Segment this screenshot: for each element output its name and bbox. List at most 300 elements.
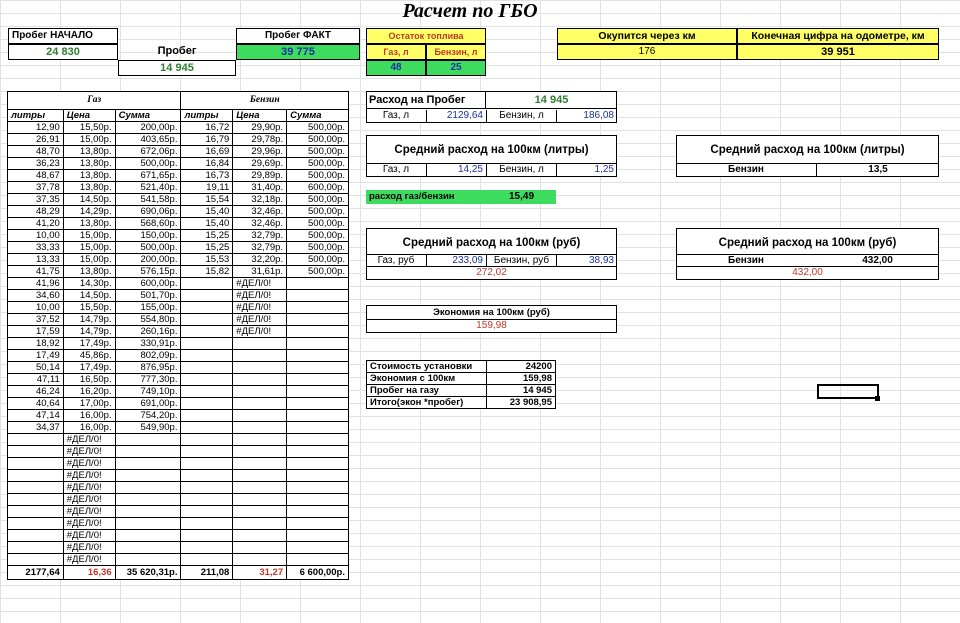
table-cell[interactable]: 200,00р. [115,122,181,134]
table-cell[interactable] [8,458,64,470]
table-cell[interactable]: 41,75 [8,266,64,278]
table-cell[interactable] [181,278,233,290]
table-cell[interactable]: 15,00р. [63,254,115,266]
table-cell[interactable] [181,410,233,422]
fuel-left-gas-label-cell[interactable] [366,44,426,60]
table-cell[interactable]: 15,50р. [63,302,115,314]
table-cell[interactable]: 14,29р. [63,206,115,218]
table-cell[interactable] [287,434,349,446]
table-cell[interactable]: 541,58р. [115,194,181,206]
table-cell[interactable]: 14,79р. [63,326,115,338]
avg-liters-gas-value[interactable]: 14,25 [426,164,486,176]
table-row [8,398,349,410]
table-cell[interactable]: 17,49р. [63,338,115,350]
table-cell[interactable]: 671,65р. [115,170,181,182]
avg-rub-petrol-label: Бензин [728,255,764,266]
table-cell[interactable]: 501,70р. [115,290,181,302]
table-cell[interactable]: 10,00 [8,230,64,242]
table-cell[interactable] [181,530,233,542]
table-cell[interactable]: 330,91р. [115,338,181,350]
table-cell[interactable] [287,422,349,434]
table-cell[interactable]: 13,80р. [63,146,115,158]
table-cell[interactable] [181,290,233,302]
table-cell[interactable] [287,314,349,326]
table-cell[interactable] [233,554,287,566]
table-cell[interactable]: 500,00р. [287,122,349,134]
table-cell[interactable]: 554,80р. [115,314,181,326]
table-cell[interactable] [8,530,64,542]
table-cell[interactable]: 47,11 [8,374,64,386]
table-cell[interactable]: 32,46р. [233,206,287,218]
summary-label[interactable]: Стоимость установки [367,361,487,373]
table-cell[interactable]: 500,00р. [287,146,349,158]
mileage-fact-value: 39 775 [281,46,315,58]
table-row [8,518,349,530]
table-cell[interactable]: 15,00р. [63,242,115,254]
table-cell[interactable]: 13,80р. [63,170,115,182]
table-cell[interactable] [181,554,233,566]
total-cell[interactable]: 2177,64 [8,566,64,580]
column-header[interactable]: Сумма [287,110,349,122]
fill-handle[interactable] [875,396,880,401]
table-cell[interactable] [8,482,64,494]
table-cell[interactable] [287,506,349,518]
ratio-cell[interactable] [366,190,556,204]
table-cell[interactable]: 876,95р. [115,362,181,374]
table-cell[interactable]: 41,96 [8,278,64,290]
table-cell[interactable]: 46,24 [8,386,64,398]
table-cell[interactable]: 34,37 [8,422,64,434]
table-cell[interactable]: 33,33 [8,242,64,254]
table-cell[interactable]: 47,14 [8,410,64,422]
payback-label-cell[interactable] [557,28,737,44]
table-cell[interactable]: 48,29 [8,206,64,218]
table-cell[interactable]: 12,90 [8,122,64,134]
table-cell[interactable]: 29,69р. [233,158,287,170]
table-row [8,182,349,194]
table-cell[interactable] [287,350,349,362]
table-cell[interactable]: 29,90р. [233,122,287,134]
consumption-petrol-value[interactable]: 186,08 [556,110,617,122]
table-cell[interactable] [287,290,349,302]
table-cell[interactable] [181,362,233,374]
table-cell[interactable] [181,398,233,410]
table-cell[interactable]: #ДЕЛ/0! [63,506,115,518]
table-cell[interactable]: 37,52 [8,314,64,326]
table-cell[interactable] [115,518,181,530]
table-cell[interactable]: 16,73 [181,170,233,182]
table-cell[interactable] [181,386,233,398]
table-cell[interactable]: #ДЕЛ/0! [63,434,115,446]
table-cell[interactable] [287,374,349,386]
table-cell[interactable]: 600,00р. [287,182,349,194]
table-cell[interactable] [115,530,181,542]
total-cell[interactable]: 6 600,00р. [287,566,349,580]
fuel-log-table [7,91,349,580]
mileage-start-cell[interactable] [8,44,118,60]
table-cell[interactable]: 14,79р. [63,314,115,326]
table-cell[interactable] [181,302,233,314]
table-cell[interactable]: 48,67 [8,170,64,182]
table-cell[interactable] [233,338,287,350]
table-cell[interactable] [181,374,233,386]
table-cell[interactable]: 16,72 [181,122,233,134]
table-cell[interactable]: 15,82 [181,266,233,278]
table-cell[interactable]: 19,11 [181,182,233,194]
table-cell[interactable]: 155,00р. [115,302,181,314]
table-cell[interactable]: 32,79р. [233,242,287,254]
table-cell[interactable] [181,518,233,530]
table-cell[interactable] [8,554,64,566]
table-cell[interactable] [8,506,64,518]
table-cell[interactable] [115,434,181,446]
avg-rub-petrol-value[interactable]: 432,00 [862,255,893,266]
consumption-value-cell[interactable] [486,91,617,109]
table-cell[interactable]: 29,78р. [233,134,287,146]
table-cell[interactable]: 15,25 [181,230,233,242]
table-cell[interactable] [233,422,287,434]
table-cell[interactable]: 16,00р. [63,422,115,434]
table-cell[interactable]: 13,80р. [63,266,115,278]
mileage-run-label-cell[interactable] [118,44,236,60]
table-cell[interactable]: #ДЕЛ/0! [63,482,115,494]
column-header[interactable]: Цена [233,110,287,122]
table-cell[interactable]: 32,20р. [233,254,287,266]
table-cell[interactable]: 50,14 [8,362,64,374]
payback-value-cell[interactable] [557,44,737,60]
economy-value[interactable]: 159,98 [476,320,507,331]
mileage-fact-cell[interactable] [236,44,360,60]
table-cell[interactable] [287,446,349,458]
table-cell[interactable]: 16,00р. [63,410,115,422]
table-cell[interactable] [8,470,64,482]
ratio-label: расход газ/бензин [369,191,455,202]
table-cell[interactable]: 16,79 [181,134,233,146]
table-cell[interactable] [287,458,349,470]
table-cell[interactable]: 17,49 [8,350,64,362]
table-row [8,302,349,314]
table-cell[interactable] [8,542,64,554]
total-cell[interactable]: 211,08 [181,566,233,580]
table-cell[interactable] [8,518,64,530]
table-cell[interactable]: 13,80р. [63,158,115,170]
table-cell[interactable]: 15,00р. [63,134,115,146]
table-cell[interactable]: 15,25 [181,242,233,254]
avg-rub-gas-value[interactable]: 233,09 [426,255,486,267]
table-cell[interactable] [233,446,287,458]
table-cell[interactable]: #ДЕЛ/0! [63,542,115,554]
table-cell[interactable] [181,482,233,494]
table-cell[interactable] [287,482,349,494]
table-cell[interactable] [233,482,287,494]
table-cell[interactable] [233,530,287,542]
table-cell[interactable]: 31,40р. [233,182,287,194]
table-cell[interactable]: 15,53 [181,254,233,266]
table-cell[interactable]: #ДЕЛ/0! [63,446,115,458]
table-cell[interactable] [287,494,349,506]
table-cell[interactable]: 13,33 [8,254,64,266]
table-cell[interactable]: 260,16р. [115,326,181,338]
odometer-value: 39 951 [821,46,855,58]
table-cell[interactable]: 48,70 [8,146,64,158]
table-cell[interactable]: 500,00р. [287,242,349,254]
table-cell[interactable] [287,362,349,374]
table-row [8,218,349,230]
table-cell[interactable] [287,338,349,350]
table-cell[interactable] [181,506,233,518]
mileage-run-label: Пробег [157,45,197,57]
table-cell[interactable] [287,410,349,422]
table-cell[interactable]: 576,15р. [115,266,181,278]
table-cell[interactable] [233,350,287,362]
table-cell[interactable] [115,494,181,506]
table-cell[interactable]: 16,84 [181,158,233,170]
table-cell[interactable]: 32,46р. [233,218,287,230]
table-cell[interactable]: 150,00р. [115,230,181,242]
table-cell[interactable]: 754,20р. [115,410,181,422]
table-cell[interactable] [181,326,233,338]
table-cell[interactable] [8,494,64,506]
table-cell[interactable] [181,446,233,458]
avg-liters-petrol-value[interactable]: 1,25 [556,164,617,176]
consumption-value: 14 945 [534,94,569,106]
table-cell[interactable]: #ДЕЛ/0! [63,458,115,470]
table-cell[interactable] [181,542,233,554]
fuel-left-petrol-cell[interactable] [426,60,486,76]
table-cell[interactable] [181,434,233,446]
table-cell[interactable]: #ДЕЛ/0! [233,278,287,290]
table-cell[interactable]: 14,50р. [63,194,115,206]
table-cell[interactable] [115,458,181,470]
table-cell[interactable] [181,458,233,470]
avg-rub-petrol-value[interactable]: 38,93 [556,255,617,267]
table-cell[interactable]: 500,00р. [115,158,181,170]
summary-value[interactable]: 159,98 [486,373,555,385]
table-cell[interactable]: 29,89р. [233,170,287,182]
table-cell[interactable]: 500,00р. [287,230,349,242]
table-cell[interactable]: 690,06р. [115,206,181,218]
gas-section-header[interactable]: Газ [8,92,181,110]
table-cell[interactable] [233,374,287,386]
table-cell[interactable]: 802,09р. [115,350,181,362]
table-cell[interactable]: 15,40 [181,206,233,218]
table-cell[interactable]: 45,86р. [63,350,115,362]
table-cell[interactable]: 500,00р. [287,194,349,206]
table-cell[interactable]: 26,91 [8,134,64,146]
table-cell[interactable] [233,434,287,446]
table-cell[interactable] [181,422,233,434]
table-cell[interactable]: 15,54 [181,194,233,206]
fuel-left-title: Остаток топлива [388,31,464,41]
petrol-section-header[interactable]: Бензин [181,92,349,110]
summary-label[interactable]: Пробег на газу [367,385,487,397]
table-cell[interactable] [181,338,233,350]
table-row [8,266,349,278]
total-cell[interactable]: 35 620,31р. [115,566,181,580]
table-cell[interactable]: 17,49р. [63,362,115,374]
table-cell[interactable] [287,398,349,410]
summary-value[interactable]: 24200 [486,361,555,373]
table-cell[interactable]: 15,40 [181,218,233,230]
table-cell[interactable] [233,470,287,482]
table-row [8,482,349,494]
table-cell[interactable]: 16,20р. [63,386,115,398]
table-cell[interactable] [287,554,349,566]
selected-cell-cursor[interactable] [817,384,879,399]
table-cell[interactable]: 32,18р. [233,194,287,206]
avg-liters-gas-label: Газ, л [382,164,410,175]
table-cell[interactable] [8,446,64,458]
table-cell[interactable]: 16,69 [181,146,233,158]
table-cell[interactable]: 37,35 [8,194,64,206]
table-cell[interactable] [181,314,233,326]
table-cell[interactable] [233,494,287,506]
table-cell[interactable]: 37,78 [8,182,64,194]
table-cell[interactable]: 36,23 [8,158,64,170]
table-cell[interactable]: 16,50р. [63,374,115,386]
table-cell[interactable]: 777,30р. [115,374,181,386]
table-cell[interactable] [115,542,181,554]
table-cell[interactable] [115,506,181,518]
summary-table [366,360,556,409]
table-cell[interactable] [233,506,287,518]
table-cell[interactable]: 500,00р. [287,134,349,146]
table-cell[interactable]: 500,00р. [287,254,349,266]
table-row [8,170,349,182]
table-cell[interactable]: 749,10р. [115,386,181,398]
table-cell[interactable]: #ДЕЛ/0! [63,554,115,566]
column-header[interactable]: литры [8,110,64,122]
summary-value[interactable]: 14 945 [486,385,555,397]
table-cell[interactable] [287,386,349,398]
table-cell[interactable]: 17,59 [8,326,64,338]
table-cell[interactable]: 568,60р. [115,218,181,230]
table-cell[interactable]: 34,60 [8,290,64,302]
table-cell[interactable]: #ДЕЛ/0! [233,302,287,314]
table-cell[interactable]: 672,06р. [115,146,181,158]
fuel-left-title-cell[interactable] [366,28,486,44]
table-cell[interactable] [233,458,287,470]
table-cell[interactable]: 521,40р. [115,182,181,194]
table-cell[interactable]: 29,96р. [233,146,287,158]
table-cell[interactable] [233,410,287,422]
table-cell[interactable] [181,350,233,362]
table-cell[interactable]: 691,00р. [115,398,181,410]
table-cell[interactable] [287,530,349,542]
fuel-left-petrol-label-cell[interactable] [426,44,486,60]
mileage-start-label-cell[interactable] [8,28,118,44]
table-cell[interactable]: 500,00р. [287,206,349,218]
table-cell[interactable] [287,470,349,482]
table-cell[interactable] [233,518,287,530]
table-cell[interactable]: 500,00р. [287,266,349,278]
table-cell[interactable] [287,326,349,338]
table-cell[interactable]: 18,92 [8,338,64,350]
table-cell[interactable]: 500,00р. [287,158,349,170]
table-cell[interactable]: 40,64 [8,398,64,410]
table-cell[interactable]: 500,00р. [115,242,181,254]
table-cell[interactable]: 200,00р. [115,254,181,266]
table-cell[interactable] [115,446,181,458]
column-header[interactable]: Цена [63,110,115,122]
table-cell[interactable]: #ДЕЛ/0! [63,470,115,482]
fuel-left-petrol-value: 25 [450,62,462,73]
table-cell[interactable]: 31,61р. [233,266,287,278]
table-cell[interactable]: 15,00р. [63,230,115,242]
table-cell[interactable] [287,542,349,554]
table-cell[interactable] [233,542,287,554]
table-cell[interactable] [287,302,349,314]
table-cell[interactable] [181,494,233,506]
table-cell[interactable]: 500,00р. [287,218,349,230]
table-cell[interactable] [181,470,233,482]
total-cell[interactable]: 31,27 [233,566,287,580]
summary-value[interactable]: 23 908,95 [486,397,555,409]
table-cell[interactable] [115,482,181,494]
table-cell[interactable] [287,278,349,290]
consumption-gas-value[interactable]: 2129,64 [426,110,486,122]
table-cell[interactable] [115,470,181,482]
avg-rub-petrol-total[interactable]: 432,00 [792,267,823,278]
table-row [8,470,349,482]
table-cell[interactable]: #ДЕЛ/0! [63,494,115,506]
column-header-row [8,110,349,122]
fuel-left-gas-cell[interactable] [366,60,426,76]
table-cell[interactable] [233,398,287,410]
table-cell[interactable]: #ДЕЛ/0! [63,530,115,542]
table-cell[interactable] [233,362,287,374]
avg-liters-petrol-value[interactable]: 13,5 [816,164,939,176]
column-header[interactable]: литры [181,110,233,122]
table-row [8,434,349,446]
table-cell[interactable] [8,434,64,446]
table-cell[interactable] [287,518,349,530]
table-cell[interactable]: #ДЕЛ/0! [233,326,287,338]
table-row [8,446,349,458]
table-cell[interactable]: 10,00 [8,302,64,314]
table-cell[interactable]: #ДЕЛ/0! [233,314,287,326]
column-header[interactable]: Сумма [115,110,181,122]
summary-label[interactable]: Экономия с 100км [367,373,487,385]
odometer-value-cell[interactable] [737,44,939,60]
table-cell[interactable]: 549,90р. [115,422,181,434]
total-cell[interactable]: 16,36 [63,566,115,580]
table-cell[interactable] [233,386,287,398]
consumption-label-cell[interactable] [366,91,486,109]
odometer-label-cell[interactable] [737,28,939,44]
table-cell[interactable]: 17,00р. [63,398,115,410]
table-cell[interactable] [115,554,181,566]
table-cell[interactable]: 14,30р. [63,278,115,290]
mileage-start-label: Пробег НАЧАЛО [12,30,93,41]
table-cell[interactable]: 500,00р. [287,170,349,182]
table-cell[interactable]: 15,50р. [63,122,115,134]
table-cell[interactable]: #ДЕЛ/0! [63,518,115,530]
consumption-gas-label: Газ, л [382,110,410,121]
table-cell[interactable]: 14,50р. [63,290,115,302]
table-cell[interactable]: 32,79р. [233,230,287,242]
avg-rub-total[interactable]: 272,02 [476,267,507,278]
mileage-run-cell[interactable] [118,60,236,76]
table-cell[interactable]: 403,65р. [115,134,181,146]
summary-label[interactable]: Итого(экон *пробег) [367,397,487,409]
table-cell[interactable]: #ДЕЛ/0! [233,290,287,302]
table-cell[interactable]: 41,20 [8,218,64,230]
mileage-fact-label-cell[interactable] [236,28,360,44]
table-cell[interactable]: 13,80р. [63,182,115,194]
table-cell[interactable]: 600,00р. [115,278,181,290]
table-cell[interactable]: 13,80р. [63,218,115,230]
